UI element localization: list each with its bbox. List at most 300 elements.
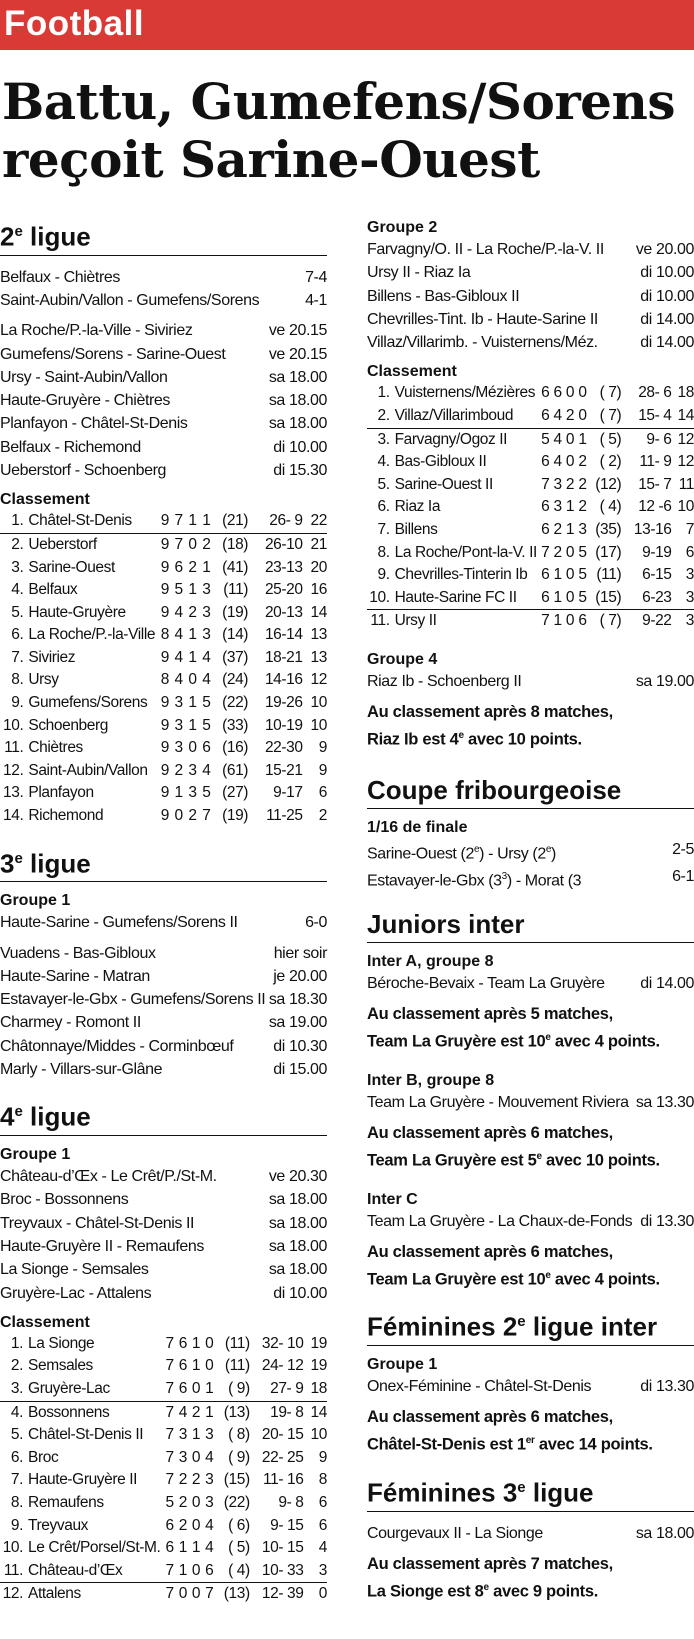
match-result: sa 19.00 xyxy=(268,1014,327,1032)
standings-won: 6 xyxy=(174,1378,187,1401)
match-result: sa 18.30 xyxy=(268,991,327,1009)
standings-drawn: 0 xyxy=(188,535,197,553)
standings-points: 8 xyxy=(318,1471,327,1489)
standings-goals: 9-19 xyxy=(642,543,672,561)
fem2-fixture: Onex-Féminine - Châtel-St-Denis di 13.30 xyxy=(367,1378,694,1396)
match-result: sa 18.00 xyxy=(268,1261,327,1279)
standings-rank: 1. xyxy=(377,384,390,402)
standings-goals: 23-13 xyxy=(264,558,303,576)
match-row xyxy=(0,366,327,389)
standings-drawn: 1 xyxy=(188,626,197,644)
standings-won: 6 xyxy=(553,384,562,402)
standings-team: Bas-Gibloux II xyxy=(394,453,487,471)
l4-fixtures xyxy=(0,1165,327,1305)
match-teams: Haute-Sarine - Gumefens/Sorens II xyxy=(0,914,238,932)
standings-row xyxy=(367,587,694,610)
standings-drawn: 1 xyxy=(188,581,197,599)
l4-classement-label: Classement xyxy=(0,1313,90,1331)
standings-team: Attalens xyxy=(28,1585,81,1603)
match-row xyxy=(367,308,694,331)
standings-played: 9 xyxy=(160,558,169,576)
standings-team: Sarine-Ouest II xyxy=(394,475,493,493)
standings-row xyxy=(367,474,694,497)
match-teams: Gruyère-Lac - Attalens xyxy=(0,1284,152,1302)
l2-fixtures xyxy=(0,319,327,482)
standings-rank: 2. xyxy=(10,1357,24,1375)
standings-goals: 10- 33 xyxy=(250,1560,304,1583)
match-teams: Broc - Bossonnens xyxy=(0,1191,129,1209)
match-result: 7-4 xyxy=(305,268,327,286)
standings-drawn: 0 xyxy=(188,739,197,757)
juniors-b-label: Inter B, groupe 8 xyxy=(367,1071,495,1089)
standings-played: 9 xyxy=(160,581,169,599)
standings-lost: 0 xyxy=(578,384,587,402)
section-feminines-3e: Féminines 3e ligue xyxy=(367,1473,694,1512)
standings-penalty-points: (33) xyxy=(222,716,249,734)
standings-points: 21 xyxy=(310,535,327,553)
standings-lost: 5 xyxy=(202,716,211,734)
match-row xyxy=(0,1035,327,1058)
standings-goals: 9- 15 xyxy=(270,1516,304,1534)
match-row xyxy=(367,261,694,284)
match-teams: Treyvaux - Châtel-St-Denis II xyxy=(0,1214,195,1232)
match-teams: Haute-Gruyère II - Remaufens xyxy=(0,1237,204,1255)
standings-played: 7 xyxy=(160,1378,173,1401)
standings-points: 19 xyxy=(310,1334,327,1352)
match-row xyxy=(0,412,327,435)
section-4e-ligue: 4e ligue xyxy=(0,1097,327,1136)
standings-points: 22 xyxy=(303,510,327,533)
standings-team: Gruyère-Lac xyxy=(28,1378,160,1401)
standings-row xyxy=(367,405,694,428)
standings-goals: 15- 7 xyxy=(638,475,672,493)
standings-rank: 10. xyxy=(3,716,24,734)
standings-row xyxy=(0,1378,327,1401)
standings-points: 3 xyxy=(672,587,694,610)
standings-points: 10 xyxy=(310,716,327,734)
standings-won: 1 xyxy=(174,784,183,802)
match-row xyxy=(367,238,694,261)
standings-penalty-points: (41) xyxy=(222,558,249,576)
standings-won: 2 xyxy=(178,1493,187,1511)
standings-played: 7 xyxy=(541,612,550,630)
standings-won: 3 xyxy=(174,716,183,734)
standings-played: 8 xyxy=(160,626,169,644)
standings-drawn: 2 xyxy=(562,405,574,428)
match-row xyxy=(0,436,327,459)
category-label: Football xyxy=(4,4,145,43)
standings-lost: 3 xyxy=(202,603,211,621)
match-row xyxy=(0,965,327,988)
standings-row xyxy=(0,805,327,828)
match-teams: Charmey - Romont II xyxy=(0,1014,141,1032)
standings-penalty-points: ( 9) xyxy=(228,1448,250,1466)
standings-goals: 19- 8 xyxy=(270,1403,304,1421)
standings-goals: 11- 9 xyxy=(639,453,672,471)
standings-drawn: 2 xyxy=(565,475,575,493)
standings-won: 4 xyxy=(178,1403,187,1421)
standings-drawn: 2 xyxy=(188,558,197,576)
standings-won: 7 xyxy=(174,535,183,553)
match-row xyxy=(0,1188,327,1211)
standings-played: 7 xyxy=(165,1585,174,1603)
standings-penalty-points: ( 2) xyxy=(599,453,622,471)
match-result: ve 20.15 xyxy=(268,322,327,340)
standings-won: 2 xyxy=(174,761,183,779)
standings-lost: 5 xyxy=(578,543,587,561)
standings-won: 4 xyxy=(553,430,562,448)
standings-won: 3 xyxy=(174,694,183,712)
standings-drawn: 3 xyxy=(188,761,197,779)
g4-fixtures xyxy=(367,670,694,693)
standings-team: La Sionge xyxy=(28,1334,95,1352)
standings-team: Vuisternens/Mézières xyxy=(394,384,536,402)
juniors-b-fixture: Team La Gruyère - Mouvement Riviera sa 13.30 xyxy=(367,1093,694,1111)
match-row xyxy=(367,331,694,354)
standings-team: La Roche/P.-la-Ville xyxy=(28,626,156,644)
standings-penalty-points: (27) xyxy=(222,784,249,802)
standings-lost: 3 xyxy=(205,1471,214,1489)
g2-classement-label: Classement xyxy=(367,363,457,381)
standings-goals: 9-17 xyxy=(273,784,303,802)
standings-lost: 7 xyxy=(202,807,211,825)
standings-rank: 5. xyxy=(11,603,24,621)
match-result: hier soir xyxy=(273,944,327,962)
standings-drawn: 0 xyxy=(565,384,575,402)
match-row xyxy=(0,389,327,412)
l4-group-label: Groupe 1 xyxy=(0,1146,71,1164)
standings-lost: 5 xyxy=(578,566,587,584)
standings-team: Semsales xyxy=(28,1357,93,1375)
standings-rank: 1. xyxy=(0,510,28,533)
standings-team: Broc xyxy=(28,1448,59,1466)
standings-row xyxy=(0,510,327,533)
standings-row xyxy=(0,533,327,556)
standings-lost: 1 xyxy=(578,430,587,448)
standings-drawn: 0 xyxy=(565,566,575,584)
standings-rank: 4. xyxy=(10,1403,24,1421)
match-result: 6-0 xyxy=(305,914,327,932)
standings-points: 2 xyxy=(318,807,327,825)
standings-drawn: 1 xyxy=(183,510,197,533)
standings-team: Riaz Ia xyxy=(394,498,441,516)
match-result: di 10.00 xyxy=(273,438,327,456)
standings-points: 9 xyxy=(318,739,327,757)
standings-rank: 3. xyxy=(0,1378,28,1401)
standings-played: 9 xyxy=(160,648,169,666)
standings-rank: 9. xyxy=(377,566,390,584)
standings-team: Belfaux xyxy=(28,581,78,599)
standings-lost: 0 xyxy=(205,1334,214,1352)
standings-points: 3 xyxy=(685,566,694,584)
standings-row xyxy=(0,737,327,760)
match-row xyxy=(0,1058,327,1081)
standings-team: Châtel-St-Denis xyxy=(28,510,155,533)
match-teams: Riaz Ib - Schoenberg II xyxy=(367,673,522,691)
match-teams: Vuadens - Bas-Gibloux xyxy=(0,944,156,962)
standings-points: 9 xyxy=(318,1448,327,1466)
standings-penalty-points: (13) xyxy=(223,1585,250,1603)
standings-row xyxy=(0,1447,327,1470)
standings-points: 12 xyxy=(677,453,694,471)
match-result: di 14.00 xyxy=(640,310,694,328)
standings-penalty-points: (18) xyxy=(222,535,249,553)
standings-won: 3 xyxy=(174,739,183,757)
standings-played: 7 xyxy=(165,1357,174,1375)
standings-drawn: 0 xyxy=(565,612,575,630)
standings-lost: 4 xyxy=(205,1539,214,1557)
standings-goals: 9- 6 xyxy=(646,430,672,448)
match-teams: Belfaux - Chiètres xyxy=(0,268,120,286)
match-row xyxy=(0,1235,327,1258)
fem3-fixture: Courgevaux II - La Sionge sa 18.00 xyxy=(367,1524,694,1542)
section-juniors: Juniors inter xyxy=(367,909,694,943)
standings-goals: 11- 16 xyxy=(263,1471,304,1489)
standings-row xyxy=(0,1355,327,1378)
standings-row xyxy=(0,1583,327,1606)
standings-rank: 7. xyxy=(10,1471,24,1489)
standings-won: 4 xyxy=(174,648,183,666)
match-teams: La Sionge - Semsales xyxy=(0,1261,149,1279)
standings-played: 6 xyxy=(537,587,549,610)
standings-lost: 2 xyxy=(578,498,587,516)
standings-drawn: 0 xyxy=(188,671,197,689)
standings-points: 10 xyxy=(310,694,327,712)
standings-played: 9 xyxy=(160,807,169,825)
standings-rank: 9. xyxy=(11,694,24,712)
match-result: di 10.00 xyxy=(640,264,694,282)
standings-points: 13 xyxy=(310,626,327,644)
standings-points: 20 xyxy=(310,558,327,576)
standings-won: 5 xyxy=(174,581,183,599)
juniors-b-note: Au classement après 6 matches, Team La Gruyère est 5e avec 10 points. xyxy=(367,1124,660,1170)
standings-row xyxy=(367,382,694,405)
juniors-a-note: Au classement après 5 matches, Team La Gruyère est 10e avec 4 points. xyxy=(367,1005,660,1051)
standings-rank: 8. xyxy=(377,543,390,561)
standings-goals: 32- 10 xyxy=(261,1334,304,1352)
standings-won: 2 xyxy=(553,521,562,539)
standings-goals: 18-21 xyxy=(264,648,303,666)
standings-row xyxy=(0,715,327,738)
match-result: di 10.30 xyxy=(273,1037,327,1055)
standings-won: 4 xyxy=(553,453,562,471)
standings-row xyxy=(0,602,327,625)
standings-goals: 20-13 xyxy=(264,603,303,621)
standings-row xyxy=(0,1401,327,1424)
standings-team: Schoenberg xyxy=(28,716,108,734)
g2-standings-table xyxy=(367,382,694,633)
category-banner xyxy=(0,0,694,50)
standings-penalty-points: ( 9) xyxy=(213,1378,249,1401)
standings-points: 6 xyxy=(318,1516,327,1534)
standings-lost: 5 xyxy=(202,784,211,802)
standings-played: 9 xyxy=(160,694,169,712)
standings-played: 5 xyxy=(165,1493,174,1511)
standings-won: 4 xyxy=(549,405,561,428)
standings-rank: 2. xyxy=(11,535,24,553)
match-teams: Ursy - Saint-Aubin/Vallon xyxy=(0,368,168,386)
g2-fixtures xyxy=(367,238,694,354)
standings-rank: 11. xyxy=(370,612,390,630)
match-row xyxy=(0,319,327,342)
standings-drawn: 1 xyxy=(191,1539,201,1557)
standings-row xyxy=(0,692,327,715)
standings-played: 9 xyxy=(160,761,169,779)
section-2e-ligue: 2e ligue xyxy=(0,217,327,256)
match-teams: Billens - Bas-Gibloux II xyxy=(367,287,520,305)
standings-rank: 3. xyxy=(377,430,390,448)
match-teams: Farvagny/O. II - La Roche/P.-la-V. II xyxy=(367,241,604,258)
standings-lost: 1 xyxy=(205,1403,214,1421)
standings-played: 9 xyxy=(160,716,169,734)
standings-lost: 6 xyxy=(578,612,587,630)
standings-penalty-points: (21) xyxy=(210,510,248,533)
standings-points: 0 xyxy=(318,1585,327,1603)
standings-penalty-points: (15) xyxy=(223,1471,250,1489)
standings-team: Haute-Gruyère xyxy=(28,603,126,621)
standings-goals: 10- 15 xyxy=(261,1539,304,1557)
standings-rank: 14. xyxy=(3,807,24,825)
standings-won: 6 xyxy=(178,1357,187,1375)
standings-penalty-points: ( 5) xyxy=(599,430,622,448)
match-result: 4-1 xyxy=(305,291,327,309)
standings-points: 4 xyxy=(318,1539,327,1557)
standings-played: 7 xyxy=(165,1426,174,1444)
standings-goals: 12 -6 xyxy=(638,498,672,516)
standings-row xyxy=(0,557,327,580)
standings-penalty-points: (61) xyxy=(222,761,249,779)
standings-rank: 5. xyxy=(10,1426,24,1444)
match-row xyxy=(0,289,327,312)
match-result: di 15.00 xyxy=(273,1061,327,1079)
match-row xyxy=(0,1011,327,1034)
match-result: sa 18.00 xyxy=(268,415,327,433)
standings-won: 1 xyxy=(553,566,562,584)
standings-rank: 11. xyxy=(0,1560,28,1583)
standings-drawn: 0 xyxy=(187,1560,200,1583)
standings-rank: 1. xyxy=(10,1334,24,1352)
match-result: di 10.00 xyxy=(273,1284,327,1302)
standings-played: 8 xyxy=(160,671,169,689)
standings-drawn: 2 xyxy=(191,1471,201,1489)
g4-note: Au classement après 8 matches, Riaz Ib est 4e avec 10 points. xyxy=(367,703,613,749)
standings-won: 2 xyxy=(178,1471,187,1489)
standings-goals: 19-26 xyxy=(264,694,303,712)
standings-penalty-points: (37) xyxy=(222,648,249,666)
juniors-c-note: Au classement après 6 matches, Team La Gruyère est 10e avec 4 points. xyxy=(367,1242,660,1289)
standings-won: 6 xyxy=(174,558,183,576)
juniors-a-label: Inter A, groupe 8 xyxy=(367,953,494,971)
standings-played: 9 xyxy=(160,784,169,802)
match-teams: Belfaux - Richemond xyxy=(0,438,141,456)
standings-drawn: 1 xyxy=(188,694,197,712)
standings-lost: 3 xyxy=(578,521,587,539)
juniors-a-fixture: Béroche-Bevaix - Team La Gruyère di 14.00 xyxy=(367,975,694,993)
standings-points: 14 xyxy=(672,405,694,428)
standings-goals: 20- 15 xyxy=(261,1426,304,1444)
standings-team: Ueberstorf xyxy=(28,535,97,553)
standings-goals: 22-30 xyxy=(264,739,303,757)
standings-row xyxy=(0,1537,327,1560)
standings-penalty-points: ( 6) xyxy=(228,1516,250,1534)
fem3-note: Au classement après 7 matches, La Sionge est 8e avec 9 points. xyxy=(367,1554,613,1601)
match-result: sa 18.00 xyxy=(268,1237,327,1255)
standings-drawn: 1 xyxy=(188,716,197,734)
standings-rank: 12. xyxy=(3,761,24,779)
standings-played: 7 xyxy=(160,1560,173,1583)
standings-penalty-points: (17) xyxy=(595,543,622,561)
match-teams: Planfayon - Châtel-St-Denis xyxy=(0,415,188,433)
juniors-c-fixture: Team La Gruyère - La Chaux-de-Fonds di 13.30 xyxy=(367,1212,694,1230)
standings-lost: 4 xyxy=(202,761,211,779)
standings-row xyxy=(0,760,327,783)
standings-penalty-points: (11) xyxy=(223,581,249,599)
standings-row xyxy=(0,782,327,805)
standings-drawn: 0 xyxy=(191,1516,201,1534)
standings-team: Richemond xyxy=(28,807,104,825)
standings-drawn: 0 xyxy=(191,1448,201,1466)
standings-lost: 5 xyxy=(574,587,586,610)
match-row xyxy=(0,1282,327,1305)
standings-won: 4 xyxy=(174,671,183,689)
standings-row xyxy=(0,1560,327,1583)
standings-won: 3 xyxy=(178,1426,187,1444)
standings-drawn: 1 xyxy=(188,648,197,666)
match-teams: Ursy II - Riaz Ia xyxy=(367,264,471,282)
standings-played: 9 xyxy=(160,535,169,553)
standings-played: 6 xyxy=(541,498,550,516)
section-feminines-2e: Féminines 2e ligue inter xyxy=(367,1307,694,1346)
standings-won: 4 xyxy=(174,603,183,621)
standings-lost: 3 xyxy=(205,1426,214,1444)
standings-goals: 24- 12 xyxy=(261,1357,304,1375)
standings-goals: 26-10 xyxy=(264,535,303,553)
match-result: di 14.00 xyxy=(640,334,694,352)
standings-penalty-points: ( 8) xyxy=(228,1426,250,1444)
match-row xyxy=(0,1258,327,1281)
fem2-note: Au classement après 6 matches, Châtel-St-Denis est 1er avec 14 points. xyxy=(367,1408,653,1454)
standings-penalty-points: (19) xyxy=(222,603,249,621)
coupe-match-2: Estavayer-le-Gbx $(3^3)$ - Morat (3 6-1 xyxy=(367,868,694,890)
standings-drawn: 0 xyxy=(562,587,574,610)
standings-points: 14 xyxy=(310,603,327,621)
standings-team: Villaz/Villarimboud xyxy=(395,405,537,428)
match-result: je 20.00 xyxy=(273,967,327,985)
standings-won: 1 xyxy=(178,1539,187,1557)
standings-team: Bossonnens xyxy=(28,1403,110,1421)
standings-goals: 26- 9 xyxy=(248,510,303,533)
match-row xyxy=(0,1165,327,1188)
standings-penalty-points: ( 7) xyxy=(599,384,622,402)
standings-rank: 12. xyxy=(2,1585,24,1603)
standings-team: Ursy xyxy=(28,671,59,689)
standings-penalty-points: (24) xyxy=(222,671,249,689)
standings-points: 9 xyxy=(318,761,327,779)
match-row xyxy=(0,911,327,934)
standings-lost: 6 xyxy=(200,1560,213,1583)
standings-points: 7 xyxy=(685,521,694,539)
standings-won: 0 xyxy=(178,1585,187,1603)
standings-won: 1 xyxy=(553,612,562,630)
standings-goals: 15- 4 xyxy=(621,405,671,428)
standings-lost: 3 xyxy=(205,1493,214,1511)
standings-rank: 7. xyxy=(11,648,24,666)
standings-lost: 4 xyxy=(205,1516,214,1534)
match-teams: Saint-Aubin/Vallon - Gumefens/Sorens xyxy=(0,291,260,309)
standings-lost: 1 xyxy=(200,1378,213,1401)
standings-rank: 4. xyxy=(377,453,390,471)
standings-team: Haute-Gruyère II xyxy=(28,1471,138,1489)
